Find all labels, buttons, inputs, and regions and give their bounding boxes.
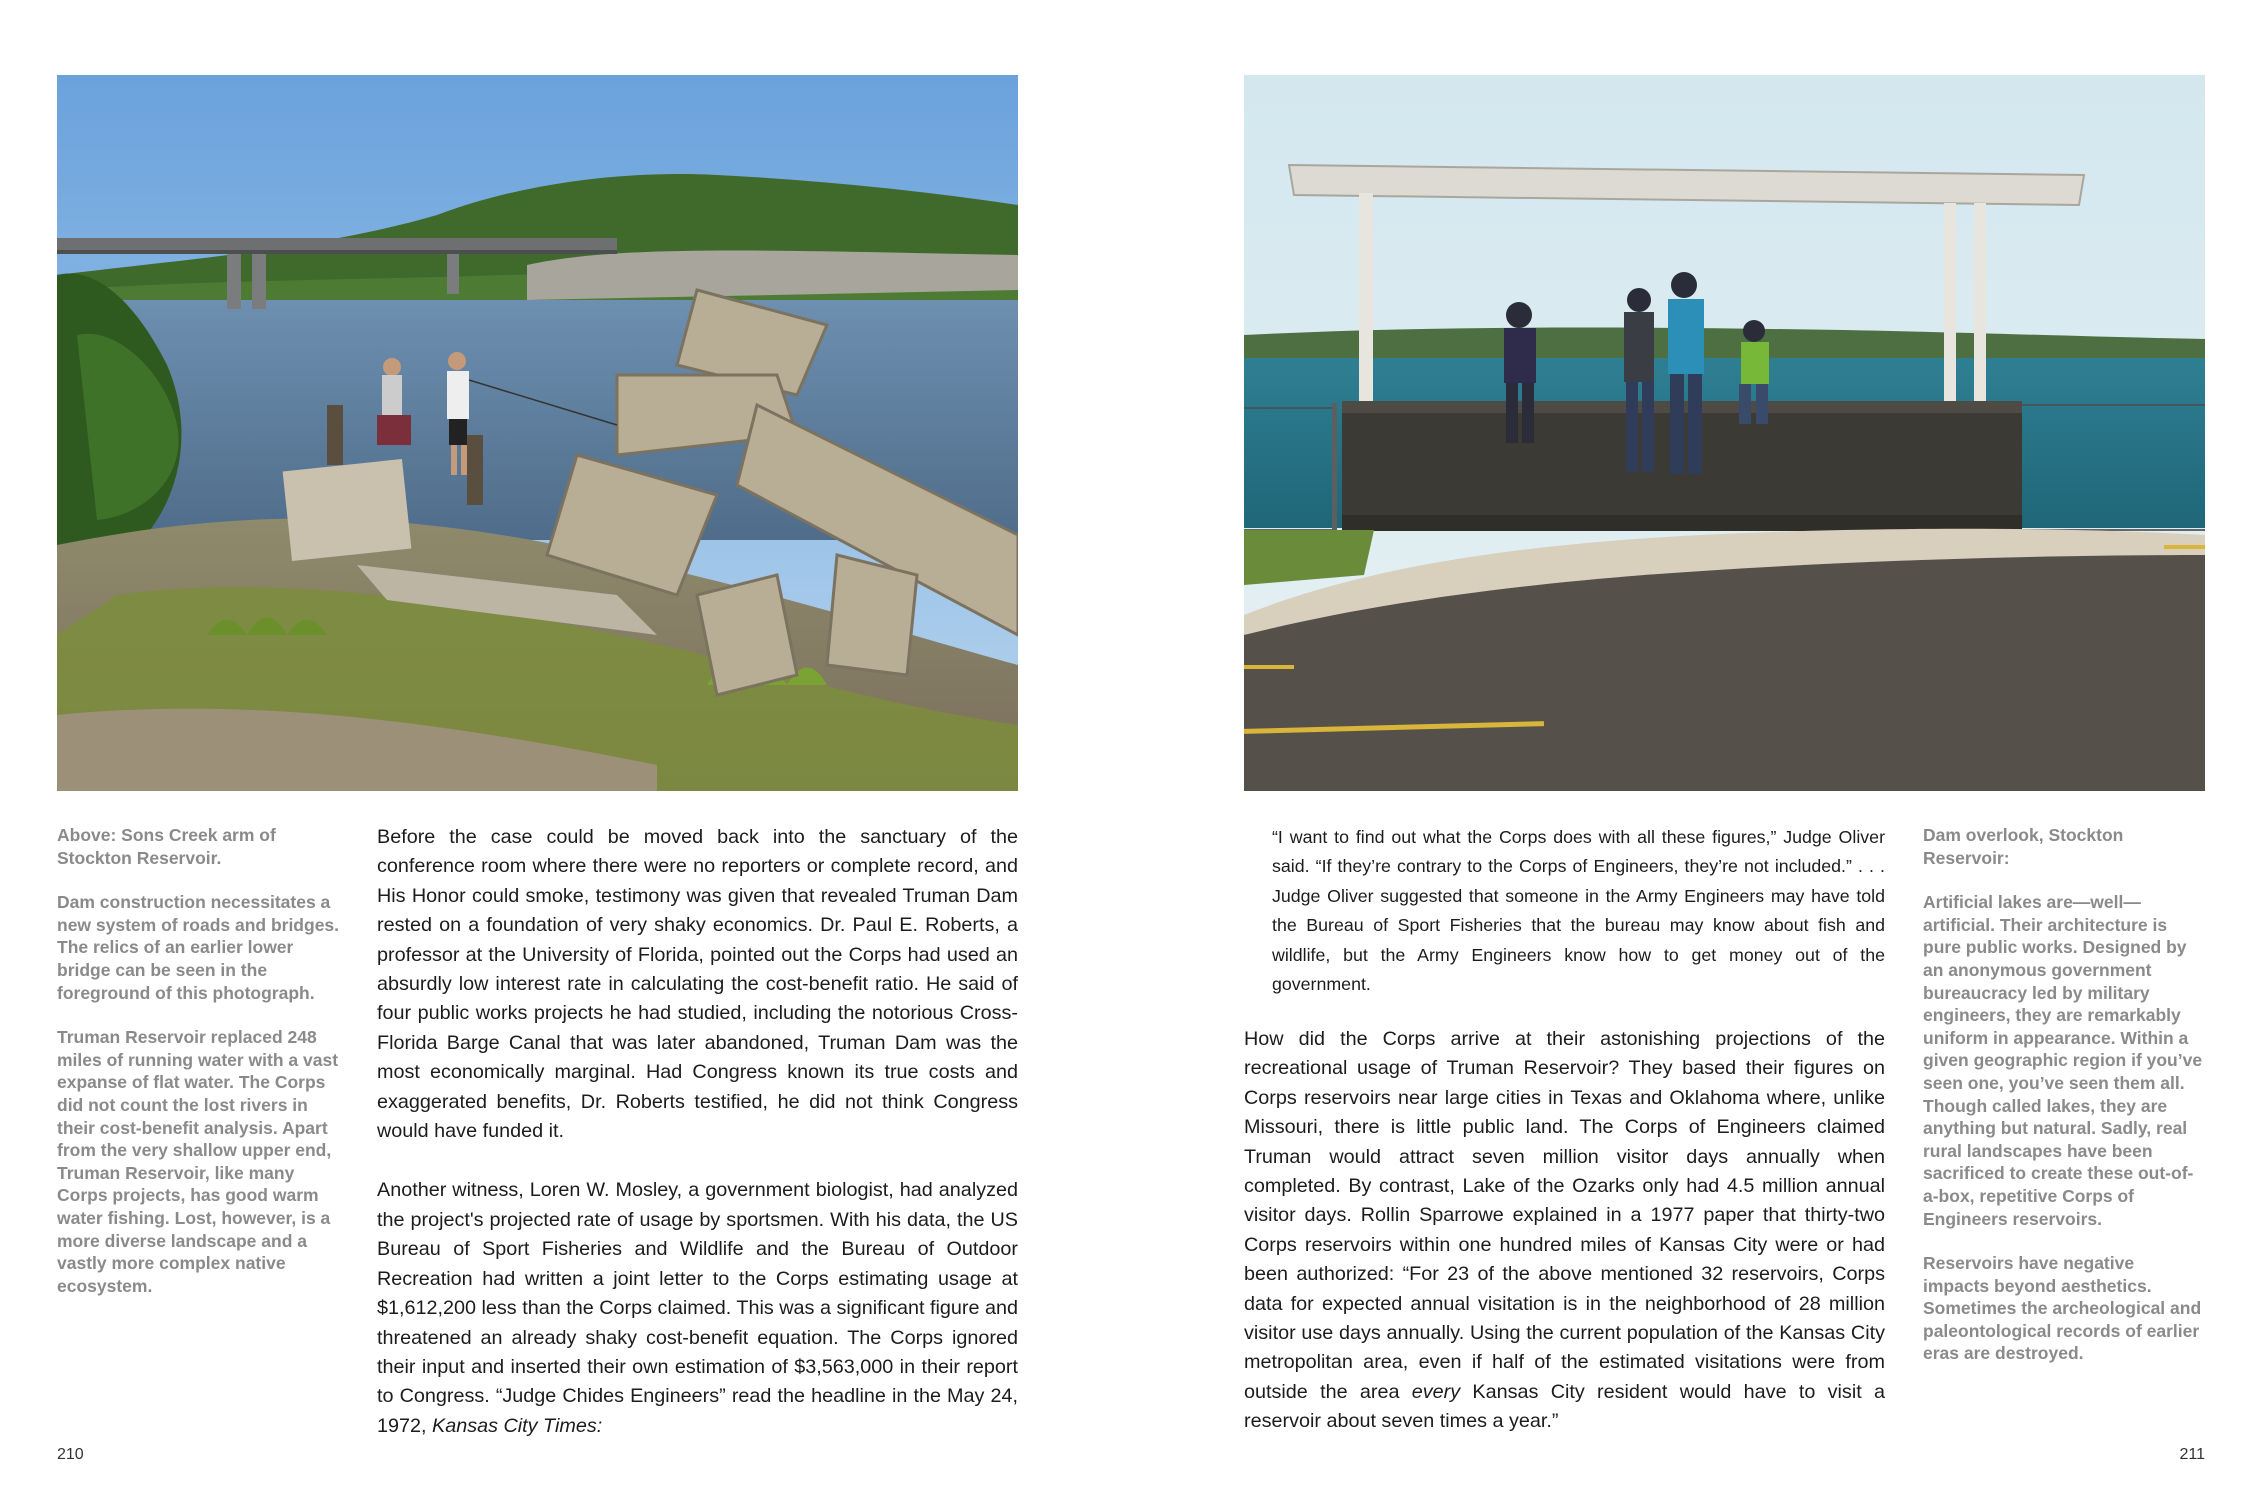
- caption-left-paragraph: Dam construction necessitates a new system of roads and bridges. The relics of an earlier lower bridge can be seen in the foreground of this photograph.: [57, 892, 340, 1003]
- body-paragraph-text: Kansas City resident would have to visit a reservoir about seven times a year.”: [1244, 1380, 1885, 1433]
- caption-right-paragraph: Artificial lakes are—well—artificial. Their architecture is pure public works. Designed by an anonymous government bureaucracy led by military engineers, they are remarkably uniform in appearance. Within a given geographic region if you’ve seen one, you’ve seen them all. Though called lakes, they are anything but natural. Sadly, real rural landscapes have been sacrificed to create these out-of-a-box, repetitive Corps of Engineers reservoirs.: [1923, 892, 2203, 1229]
- page-number-right: 211: [2179, 1446, 2205, 1463]
- page-number-left: 210: [57, 1446, 84, 1463]
- photo-sons-creek-image: [57, 75, 1018, 791]
- newspaper-title: Kansas City Times:: [432, 1414, 603, 1437]
- caption-left-paragraph: Above: Sons Creek arm of Stockton Reservoir.: [57, 825, 276, 868]
- body-text-right: [1244, 1025, 1885, 1467]
- body-paragraph-text: Another witness, Loren W. Mosley, a government biologist, had analyzed the project's projected rate of usage by sportsmen. With his data, the US Bureau of Sport Fisheries and Wildlife and the Bureau of Outdoor Recreation had written a joint letter to the Corps estimating usage at $1,612,200 less than the Corps claimed. This was a significant figure and threatened an already shaky cost-benefit equation. The Corps ignored their input and inserted their own estimation of $3,563,000 in their report to Congress. “Judge Chides Engineers” read the headline in the May 24, 1972,: [377, 1179, 1018, 1437]
- body-paragraph: Before the case could be moved back into the sanctuary of the conference room where there were no reporters or complete record, and His Honor could smoke, testimony was given that revealed Truman Dam rested on a foundation of very shaky economics. Dr. Paul E. Roberts, a professor at the University of Florida, pointed out the Corps had used an absurdly low interest rate in calculating the cost-benefit ratio. He said of four public works projects he had studied, including the notorious Cross-Florida Barge Canal that was later abandoned, Truman Dam was the most economically marginal. Had Congress known its true costs and exaggerated benefits, Dr. Roberts testified, he did not think Congress would have funded it.: [377, 826, 1018, 1143]
- caption-right: [1923, 824, 2205, 1387]
- body-text-left: [377, 823, 1018, 1471]
- caption-left-paragraph: Truman Reservoir replaced 248 miles of running water with a vast expanse of flat water. The Corps did not count the lost rivers in their cost-benefit analysis. Apart from the very shallow upper end, Truman Reservoir, like many Corps projects, has good warm water fishing. Lost, however, is a more diverse landscape and a vastly more complex native ecosystem.: [57, 1027, 339, 1296]
- body-paragraph: [377, 1176, 1018, 1441]
- photo-dam-overlook: [1244, 75, 2205, 791]
- body-paragraph-text: How did the Corps arrive at their astonishing projections of the recreational usage of Truman Reservoir? They based their figures on Corps reservoirs near large cities in Texas and Oklahoma where, unlike Missouri, there is little public land. The Corps of Engineers claimed Truman would attract seven million visitor days annually when completed. By contrast, Lake of the Ozarks only had 4.5 million annual visitor days. Rollin Sparrowe explained in a 1977 paper that thirty-two Corps reservoirs within one hundred miles of Kansas City were or had been authorized: “For 23 of the above mentioned 32 reservoirs, Corps data for expected annual visitation is in the neighborhood of 28 million visitor use days annually. Using the current population of the Kansas City metropolitan area, even if half of the estimated visitations were from outside the area: [1244, 1028, 1885, 1403]
- emphasis-word: every: [1411, 1380, 1461, 1403]
- block-quote: [1272, 823, 1885, 1029]
- caption-left: [57, 824, 349, 1319]
- body-paragraph: [1244, 1025, 1885, 1437]
- quote-paragraph: “I want to find out what the Corps does with all these figures,” Judge Oliver said. “If they’re contrary to the Corps of Engineers, they’re not included.” . . . Judge Oliver suggested that someone in the Army Engineers may have told the Bureau of Sport Fisheries that the bureau may know about fish and wildlife, but the Army Engineers know how to get money out of the government.: [1272, 827, 1885, 995]
- photo-dam-overlook-image: [1244, 75, 2205, 791]
- photo-sons-creek: [57, 75, 1018, 791]
- caption-right-paragraph: Dam overlook, Stockton Reservoir:: [1923, 825, 2124, 868]
- caption-right-paragraph: Reservoirs have negative impacts beyond aesthetics. Sometimes the archeological and paleontological records of earlier eras are destroyed.: [1923, 1253, 2202, 1364]
